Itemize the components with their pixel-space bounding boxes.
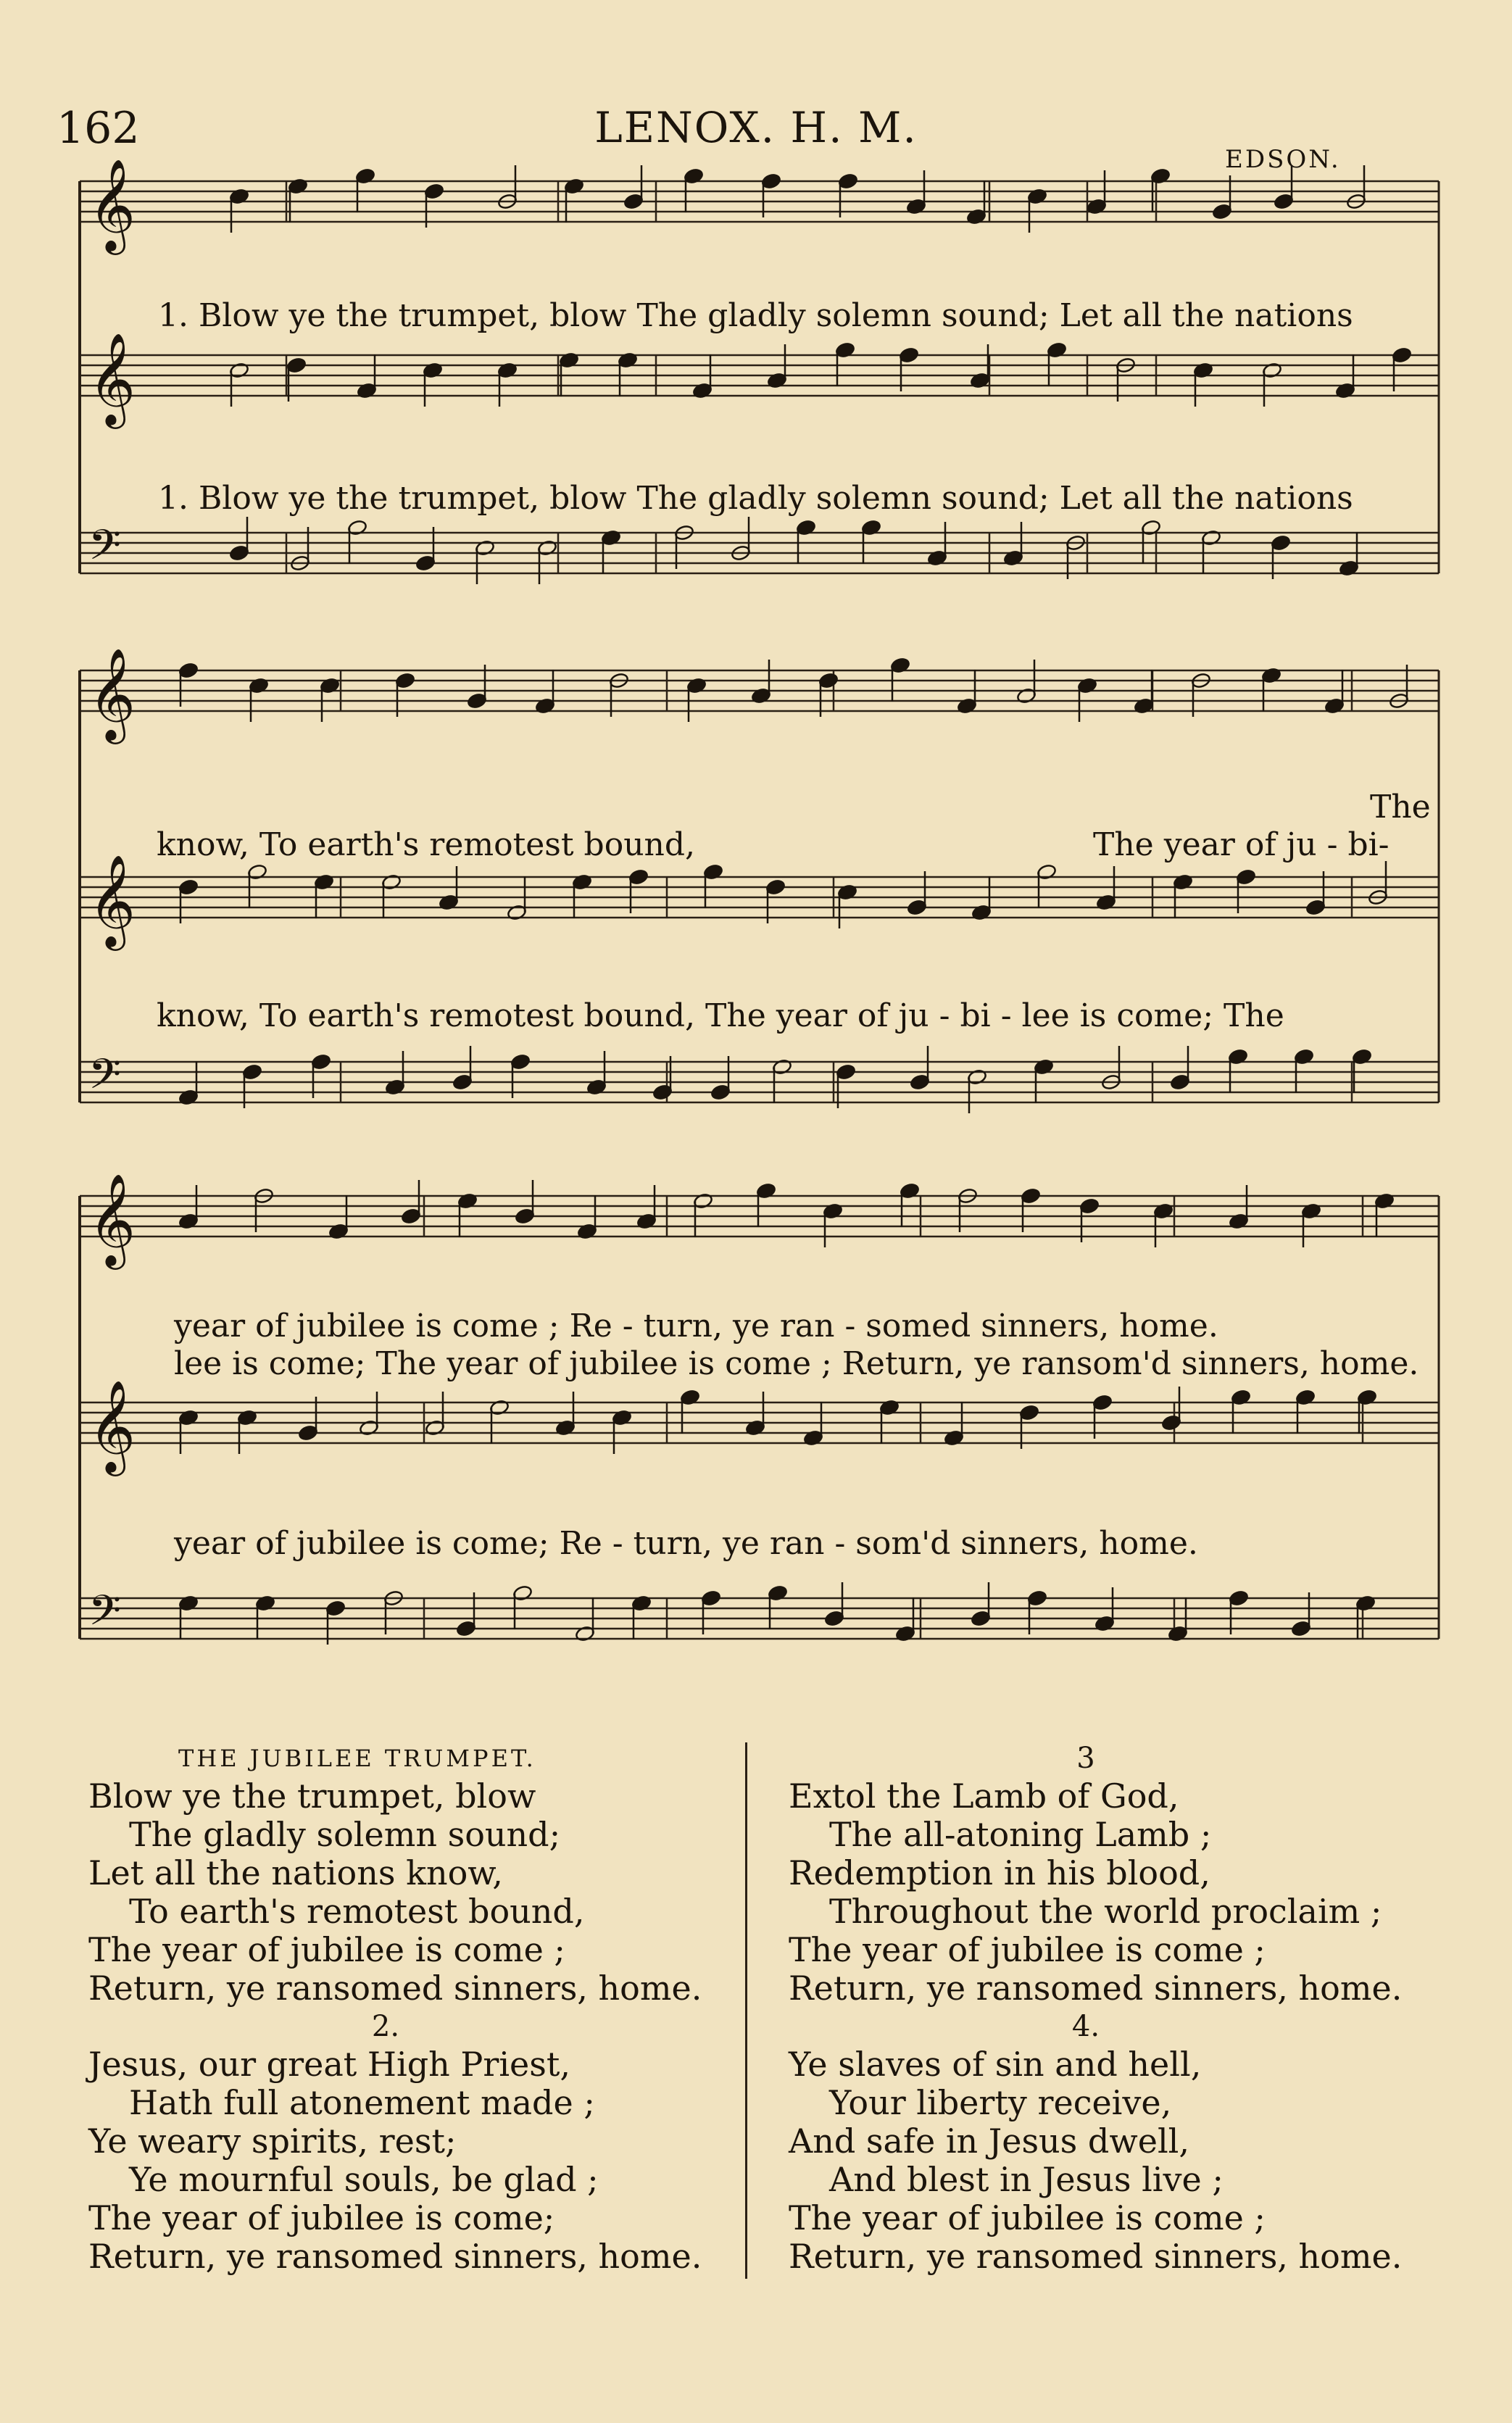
verse-line: Your liberty receive, [829,2083,1172,2122]
verse-1 [88,1777,702,2008]
verse-column-right [789,1740,1402,2276]
verse-4 [789,2008,1402,2276]
lyric-line: The year of ju - bi- [1093,826,1390,863]
verse-line: The year of jubilee is come ; [789,1930,1266,1969]
lyric-line: 1. Blow ye the trumpet, blow The gladly solemn sound; Let all the nations [158,297,1353,334]
verse-line: Ye weary spirits, rest; [88,2121,457,2161]
verse-line: Ye slaves of sin and hell, [789,2045,1202,2084]
verse-line: Extol the Lamb of God, [789,1776,1179,1816]
verse-2 [88,2008,702,2276]
hymn-heading: THE JUBILEE TRUMPET. [178,1745,536,1772]
verse-line: The year of jubilee is come ; [789,2198,1266,2237]
lyric-line: year of jubilee is come ; Re - turn, ye ran - somed sinners, home. [174,1308,1218,1345]
verse-line: To earth's remotest bound, [129,1892,585,1931]
bass-clef-icon: 𝄢 [88,1586,122,1645]
verse-line: Hath full atonement made ; [129,2083,595,2122]
lyric-line: 1. Blow ye the trumpet, blow The gladly solemn sound; Let all the nations [158,480,1353,517]
verse-line: Redemption in his blood, [789,1853,1210,1892]
treble-clef-icon: 𝄞 [88,647,136,740]
lyric-line: lee is come; The year of jubilee is come ; Return, ye ransom'd sinners, home. [174,1345,1419,1382]
tune-title: LENOX. H. M. [594,103,918,152]
lyric-line: year of jubilee is come; Re - turn, ye ran - som'd sinners, home. [174,1525,1198,1562]
verse-line: Ye mournful souls, be glad ; [129,2160,599,2199]
verse-line: Blow ye the trumpet, blow [88,1776,536,1816]
verse-column-left [88,1740,702,2276]
treble-clef-icon: 𝄞 [88,332,136,425]
verse-number: 4. [1071,2010,1100,2043]
verse-line: The year of jubilee is come; [88,2198,555,2237]
verse-line: Return, ye ransomed sinners, home. [88,1969,702,2008]
bass-clef-icon: 𝄢 [88,1050,122,1109]
lyric-line: The [1370,789,1431,826]
verse-line: Return, ye ransomed sinners, home. [789,1969,1403,2008]
verse-line: And blest in Jesus live ; [829,2160,1224,2199]
treble-clef-icon: 𝄞 [88,1379,136,1472]
treble-clef-icon: 𝄞 [88,1173,136,1265]
verse-number: 2. [371,2010,400,2043]
verse-line: Jesus, our great High Priest, [88,2045,570,2084]
lyric-line: know, To earth's remotest bound, The year of ju - bi - lee is come; The [157,997,1284,1034]
treble-clef-icon: 𝄞 [88,854,136,947]
page-number: 162 [57,103,140,154]
verse-line: Throughout the world proclaim ; [829,1892,1382,1931]
lyric-line: know, To earth's remotest bound, [157,826,696,863]
verse-line: Return, ye ransomed sinners, home. [88,2237,702,2276]
verse-line: Let all the nations know, [88,1853,503,1892]
treble-clef-icon: 𝄞 [88,158,136,251]
verse-number: 3 [1076,1742,1095,1775]
verse-line: The all-atoning Lamb ; [829,1815,1212,1854]
verse-line: And safe in Jesus dwell, [789,2121,1189,2161]
column-divider [745,1742,747,2279]
composer: EDSON. [1225,145,1341,174]
verse-line: Return, ye ransomed sinners, home. [789,2237,1403,2276]
bass-clef-icon: 𝄢 [88,520,122,580]
verse-line: The gladly solemn sound; [129,1815,561,1854]
verse-line: The year of jubilee is come ; [88,1930,565,1969]
verse-3 [789,1740,1402,2008]
